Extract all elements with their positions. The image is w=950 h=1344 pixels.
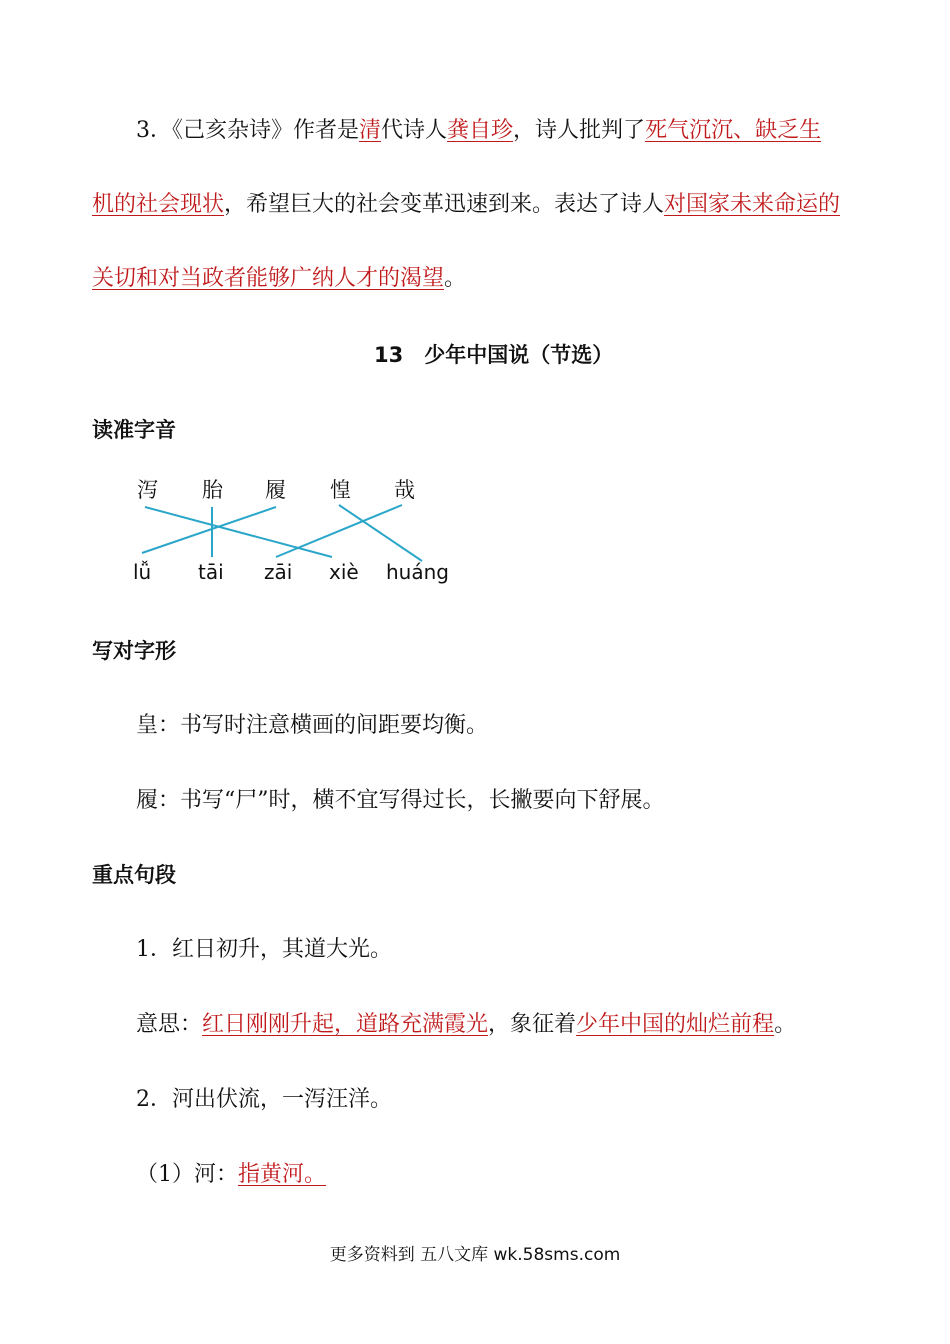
matching-lines (0, 0, 950, 620)
pinyin-huang: huáng (386, 560, 449, 584)
meaning-label: 意思： (136, 1012, 203, 1037)
item3-text: 。 (444, 266, 467, 291)
answer-expression-cont: 关切和对当政者能够广纳人才的渴望 (92, 266, 445, 291)
answer-meaning-1: 红日刚刚升起，道路充满霞光 (202, 1012, 489, 1037)
match-line-lv (142, 507, 276, 553)
meaning-text: 。 (774, 1012, 797, 1037)
item3-text: 3．《己亥杂诗》作者是 (136, 118, 359, 143)
pinyin-tai: tāi (198, 560, 224, 584)
meaning-text: ，象征着 (488, 1012, 577, 1037)
char-tai: 胎 (202, 478, 223, 502)
shape-note-lv: 履：书写“尸”时，横不宜写得过长，长撇要向下舒展。 (136, 788, 665, 813)
pinyin-xie: xiè (329, 560, 359, 584)
key-sentence-2: 2．河出伏流，一泻汪洋。 (136, 1087, 392, 1112)
char-xie: 泻 (137, 478, 158, 502)
char-zai: 哉 (394, 478, 415, 502)
answer-expression: 对国家未来命运的 (664, 192, 841, 217)
meaning-line (136, 1010, 796, 1040)
item3-text: 代诗人 (381, 118, 448, 143)
answer-criticism: 死气沉沉、缺乏生 (645, 118, 822, 143)
footer-watermark: 更多资料到 五八文库 wk.58sms.com (329, 1245, 621, 1265)
answer-poet: 龚自珍 (447, 118, 514, 143)
section-key: 重点句段 (92, 863, 176, 887)
pinyin-zai: zāi (264, 560, 293, 584)
answer-he: 指黄河。 (238, 1162, 327, 1187)
answer-meaning-2: 少年中国的灿烂前程 (576, 1012, 775, 1037)
key-sentence-1: 1．红日初升，其道大光。 (136, 937, 392, 962)
char-lv: 履 (265, 478, 286, 502)
match-line-zai (276, 505, 402, 557)
section-shape: 写对字形 (92, 639, 176, 663)
answer-criticism-cont: 机的社会现状 (92, 192, 225, 217)
section-pronounce: 读准字音 (92, 418, 176, 442)
sub-question-1 (136, 1160, 326, 1190)
sub-question-label: （1）河： (136, 1162, 238, 1187)
lesson-title: 13 少年中国说（节选） (374, 343, 614, 367)
item3-text: ，希望巨大的社会变革迅速到来。表达了诗人 (224, 192, 665, 217)
shape-note-huang: 皇：书写时注意横画的间距要均衡。 (136, 713, 489, 738)
pinyin-lv: lǚ (133, 560, 152, 584)
match-line-xie (145, 507, 332, 557)
item3-text: ，诗人批判了 (513, 118, 646, 143)
answer-dynasty: 清 (359, 118, 382, 143)
char-huang: 惶 (330, 478, 351, 502)
